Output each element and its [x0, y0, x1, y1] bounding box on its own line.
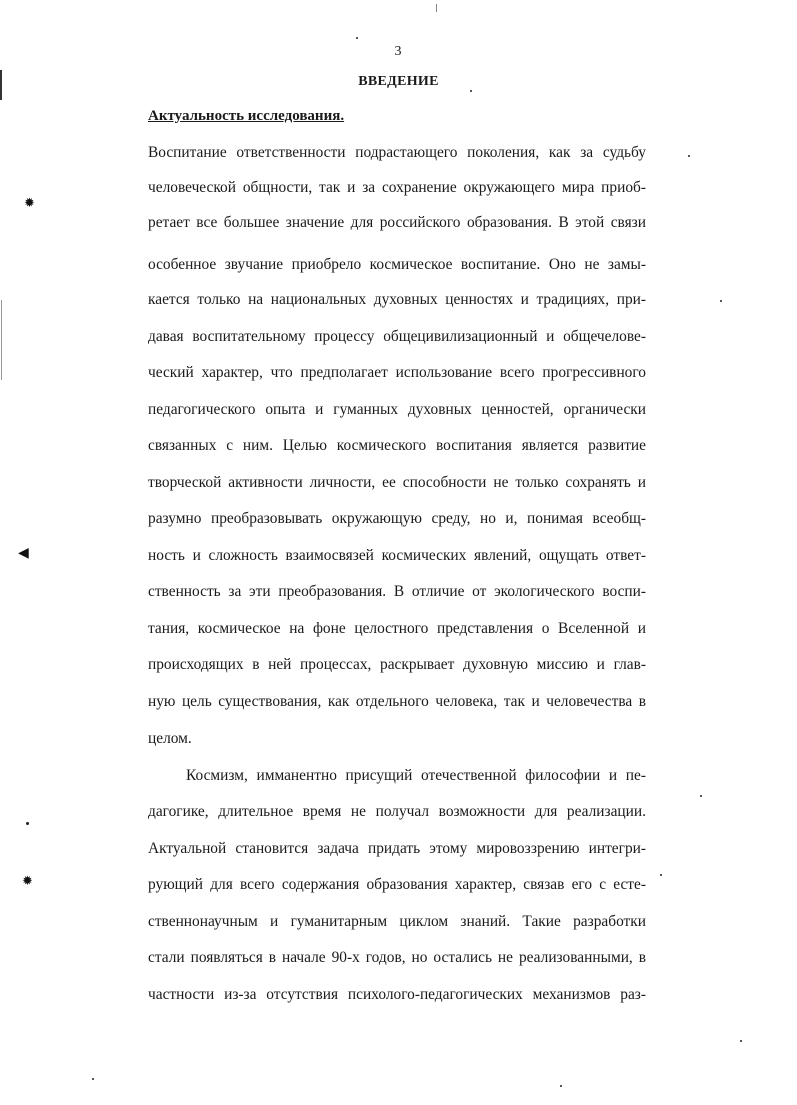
- scan-speck: [740, 1040, 742, 1042]
- text-line: ность и сложность взаимосвязей космических явлений, ощущать ответ-: [148, 547, 646, 564]
- text-line: педагогического опыта и гуманных духовных ценностей, органически: [148, 401, 646, 418]
- scan-speck: [26, 822, 29, 825]
- scan-speck: [92, 1078, 94, 1080]
- text-line: рующий для всего содержания образования характер, связав его с есте-: [148, 876, 646, 893]
- text-line: стали появляться в начале 90-х годов, но остались не реализованными, в: [148, 949, 646, 966]
- scan-edge-mark: [0, 70, 2, 100]
- text-line: ную цель существования, как отдельного человека, так и человечества в: [148, 693, 646, 710]
- text-line: творческой активности личности, ее способности не только сохранять и: [148, 474, 646, 491]
- scan-blot-icon: ✹: [24, 196, 35, 211]
- section-heading: [0, 74, 797, 90]
- scan-speck: [356, 37, 358, 39]
- scan-speck: [688, 155, 690, 157]
- text-line: давая воспитательному процессу общецивилизационный и общечелове-: [148, 328, 646, 345]
- text-line: особенное звучание приобрело космическое воспитание. Оно не замы-: [148, 256, 646, 273]
- text-line: дагогике, длительное время не получал возможности для реализации.: [148, 803, 646, 820]
- scan-edge-mark: [1, 300, 2, 380]
- page-number: 3: [394, 44, 402, 59]
- text-line: кается только на национальных духовных ценностях и традициях, при-: [148, 291, 646, 308]
- text-line: происходящих в ней процессах, раскрывает духовную миссию и глав-: [148, 656, 646, 673]
- subheading: Актуальность исследования.: [148, 108, 345, 124]
- text-line: Актуальной становится задача придать этому мировоззрению интегри-: [148, 840, 646, 857]
- paragraph-start-line: Космизм, имманентно присущий отечественной философии и пе-: [186, 767, 646, 784]
- scan-speck: [470, 90, 472, 92]
- text-line: ственность за эти преобразования. В отличие от экологического воспи-: [148, 583, 646, 600]
- text-line: связанных с ним. Целью космического воспитания является развитие: [148, 437, 646, 454]
- scan-speck: [700, 795, 702, 797]
- scan-speck: [436, 4, 437, 12]
- scan-speck: [720, 300, 722, 302]
- scan-speck: [560, 1085, 562, 1087]
- section-heading-text: ВВЕДЕНИЕ: [358, 74, 439, 89]
- text-line: разумно преобразовывать окружающую среду, но и, понимая всеобщ-: [148, 510, 646, 527]
- scan-speck: [660, 874, 662, 876]
- text-line: целом.: [148, 730, 192, 747]
- text-line: частности из-за отсутствия психолого-педагогических механизмов раз-: [148, 986, 646, 1003]
- text-line: ретает все большее значение для российского образования. В этой связи: [148, 214, 646, 231]
- text-line: ственнонаучным и гуманитарным циклом знаний. Такие разработки: [148, 913, 646, 930]
- text-line: Воспитание ответственности подрастающего поколения, как за судьбу: [148, 144, 646, 161]
- text-line: человеческой общности, так и за сохранение окружающего мира приоб-: [148, 179, 646, 196]
- text-line: ческий характер, что предполагает использование всего прогрессивного: [148, 364, 646, 381]
- scan-blot-icon: ✹: [22, 874, 33, 889]
- scan-blot-icon: ◀: [18, 545, 29, 561]
- text-line: тания, космическое на фоне целостного представления о Вселенной и: [148, 620, 646, 637]
